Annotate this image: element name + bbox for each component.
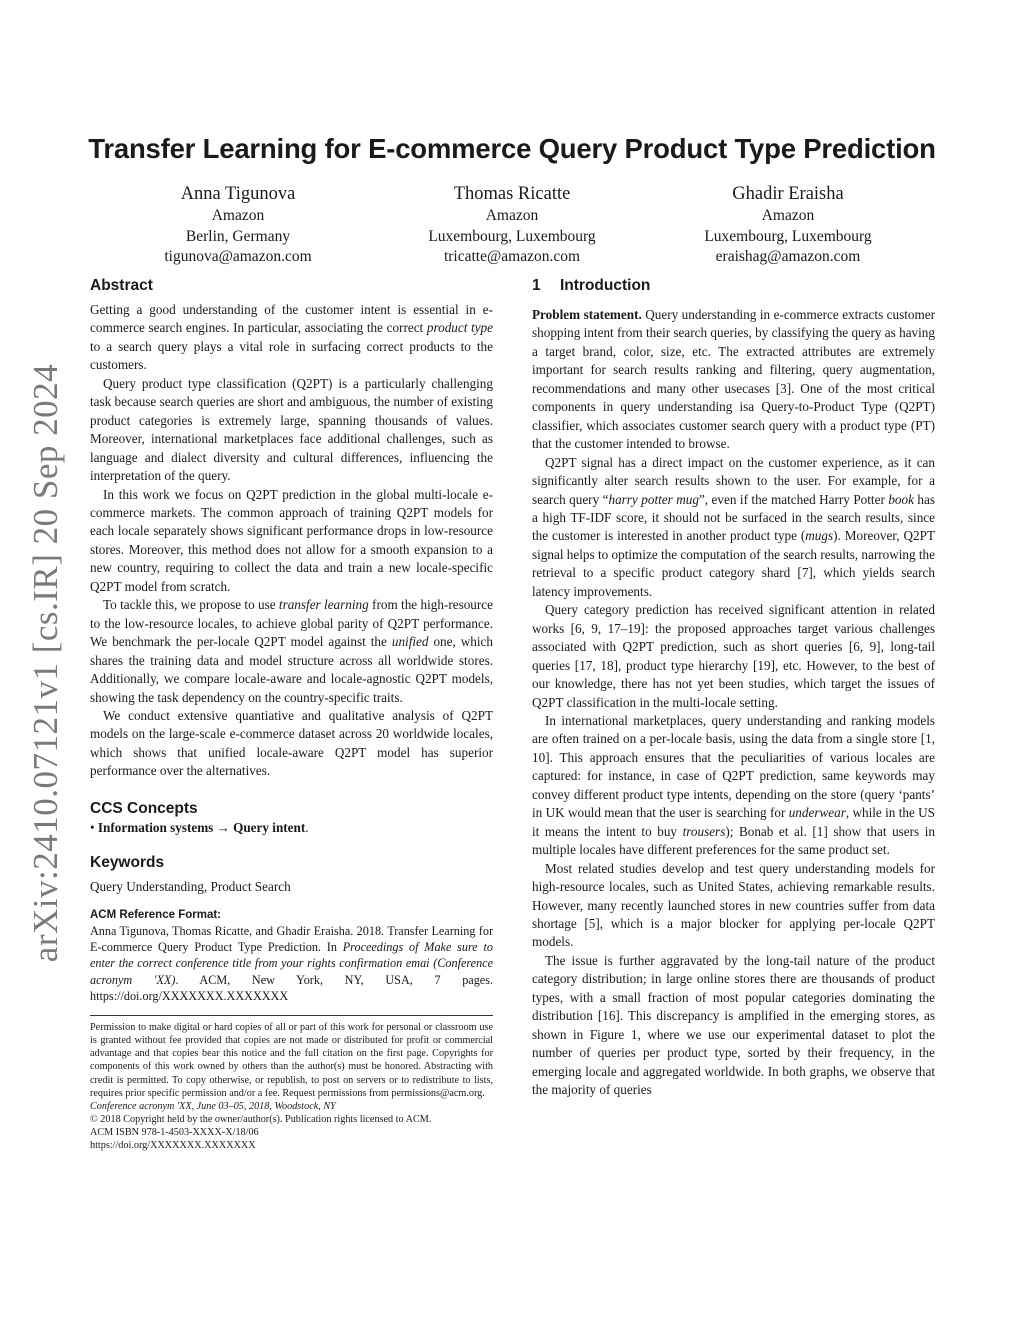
author-location: Luxembourg, Luxembourg	[428, 227, 596, 245]
abstract-paragraph: We conduct extensive quantiative and qualitative analysis of Q2PT models on the large-scale e-commerce dataset across 20 worldwide locales, which shows that unified locale-aware Q2PT model has superior performance over the alternatives.	[90, 707, 493, 779]
conference-info: Conference acronym 'XX, June 03–05, 2018, Woodstock, NY	[90, 1100, 336, 1112]
left-column	[90, 276, 493, 1152]
author-name: Anna Tigunova	[180, 184, 296, 204]
section-heading-introduction	[532, 276, 935, 296]
author-location: Luxembourg, Luxembourg	[704, 227, 872, 245]
permission-block	[90, 1021, 493, 1152]
author-affiliation: Amazon	[211, 207, 265, 224]
author-email: tricatte@amazon.com	[443, 248, 581, 265]
arxiv-id: arXiv:2410.07121v1 [cs.IR] 20 Sep 2024	[26, 363, 65, 962]
permission-text: Permission to make digital or hard copies of all or part of this work for personal or classroom use is granted without fee provided that copies are not made or distributed for profit or commercial advantage and that copies bear this notice and the full citation on the first page. Copyrights for components of this work owned by others than the author(s) must be honored. Abstracting with credit is permitted. To copy otherwise, or republish, to post on servers or to redistribute to lists, requires prior specific permission and/or a fee. Request permissions from permissions@acm.org.	[90, 1022, 493, 1099]
intro-paragraph: Q2PT signal has a direct impact on the customer experience, as it can significantly alter search results shown to the user. For example, for a search query “harry potter mug”, even if the matched Harry Potter book has a high TF-IDF score, it should not be surfaced in the search results, since the customer is interested in another product type (mugs). Moreover, Q2PT signal helps to optimize the computation of the search results, narrowing the retrieval to a specific product category shard [7], which yields search latency improvements.	[532, 454, 935, 599]
paper-title: Transfer Learning for E-commerce Query Product Type Prediction	[88, 133, 936, 164]
intro-paragraph: Problem statement. Query understanding in e-commerce extracts customer shopping intent from their search queries, by classifying the query as having a target brand, color, size, etc. The extracted attributes are extremely important for search results ranking and filtering, query augmentation, recommendations and many other usecases [3]. One of the most critical components in query understanding isa Query-to-Product Type (Q2PT) classifier, which associates customer search query with a product type (PT) that the customer intended to browse.	[532, 307, 935, 452]
footnote-rule	[90, 1015, 493, 1016]
keywords-text: Query Understanding, Product Search	[90, 879, 291, 895]
intro-paragraph: Query category prediction has received significant attention in related works [6, 9, 17–19]: the proposed approaches target various challenges associated with Q2PT prediction, such as short queries [6, 9], long-tail queries [17, 18], product type hierarchy [19], etc. However, to the best of our knowledge, there has not yet been studies, which target the issues of Q2PT classification in the multi-locale setting.	[532, 602, 935, 710]
doi-line: https://doi.org/XXXXXXX.XXXXXXX	[90, 1140, 256, 1152]
author-block	[663, 183, 913, 268]
abstract-paragraph: To tackle this, we propose to use transfer learning from the high-resource to the low-resource locales, to achieve global parity of Q2PT performance. We benchmark the per-locale Q2PT model against the unified one, which shares the training data and model structure across all worldwide stores. Additionally, we compare locale-aware and locale-agnostic Q2PT models, showing the task dependency on the country-specific traits.	[90, 597, 493, 705]
abstract-paragraph: In this work we focus on Q2PT prediction in the global multi-locale e-commerce markets. The common approach of training Q2PT models for each locale separately shows significant performance drops in low-resource stores. Moreover, this method does not allow for a smooth expansion to a new country, requiring to collect the data and train a new locale-specific Q2PT model from scratch.	[90, 486, 493, 594]
section-number: 1	[532, 277, 541, 294]
abstract-paragraph: Query product type classification (Q2PT) is a particularly challenging task because search queries are short and ambiguous, the number of existing product categories is extremely large, spanning thousands of values. Moreover, international marketplaces face additional challenges, such as language and dialect diversity and cultural differences, influencing the interpretation of the query.	[90, 375, 493, 484]
ccs-concepts: • Information systems → Query intent.	[90, 819, 309, 835]
intro-paragraph: Most related studies develop and test query understanding models for high-resource locales, such as United States, achieving remarkable results. However, many recently launched stores in new countries suffer from data shortage [5], which is a major blocker for applying per-locale Q2PT models.	[532, 860, 935, 950]
author-location: Berlin, Germany	[185, 227, 291, 245]
abstract-paragraph: Getting a good understanding of the customer intent is essential in e-commerce search engines. In particular, associating the correct product type to a search query plays a vital role in surfacing correct products to the customers.	[90, 302, 493, 373]
acm-reference-text: Anna Tigunova, Thomas Ricatte, and Ghadir Eraisha. 2018. Transfer Learning for E-commerce Query Product Type Prediction. In Proceedings of Make sure to enter the correct conference title from your rights confirmation emai (Conference acronym 'XX). ACM, New York, NY, USA, 7 pages. https://doi.org/XXXXXXX.XXXXXXX	[90, 923, 494, 1003]
intro-paragraph: In international marketplaces, query understanding and ranking models are often trained on a per-locale basis, using the data from a single store [1, 10]. This approach ensures that the peculiarities of various locales are captured: for instance, in case of Q2PT prediction, same keywords may convey different product type intents, depending on the store (query ‘pants’ in UK would mean that the user is searching for underwear, while in the US it means the intent to buy trousers); Bonab et al. [1] show that users in multiple locales have different preferences for the same product set.	[532, 712, 936, 858]
abstract-heading: Abstract	[90, 277, 153, 294]
author-block	[113, 183, 363, 268]
section-title: Introduction	[560, 277, 651, 294]
author-affiliation: Amazon	[485, 207, 539, 224]
author-email: eraishag@amazon.com	[715, 248, 861, 265]
author-name: Ghadir Eraisha	[732, 184, 844, 204]
arxiv-sidebar-stamp	[26, 355, 66, 970]
keywords-heading: Keywords	[90, 854, 165, 872]
copyright-line: © 2018 Copyright held by the owner/author(s). Publication rights licensed to ACM.	[90, 1113, 432, 1125]
author-block	[387, 183, 637, 268]
author-affiliation: Amazon	[761, 207, 815, 224]
isbn-line: ACM ISBN 978-1-4503-XXXX-X/18/06	[90, 1126, 259, 1138]
author-email: tigunova@amazon.com	[164, 248, 312, 265]
right-column	[532, 276, 935, 1099]
author-name: Thomas Ricatte	[453, 184, 571, 204]
acm-reference-heading: ACM Reference Format:	[90, 908, 221, 921]
ccs-heading: CCS Concepts	[90, 799, 198, 817]
intro-paragraph: The issue is further aggravated by the long-tail nature of the product category distribution; in large online stores there are thousands of product types, with a small fraction of most popular categories dominating the distribution [16]. This discrepancy is amplified in the emerging stores, as shown in Figure 1, where we use our experimental dataset to plot the number of queries per product type, sorted by their frequency, in the emerging locale and aggregated worldwide. In both graphs, we observe that the majority of queries	[532, 952, 935, 1098]
